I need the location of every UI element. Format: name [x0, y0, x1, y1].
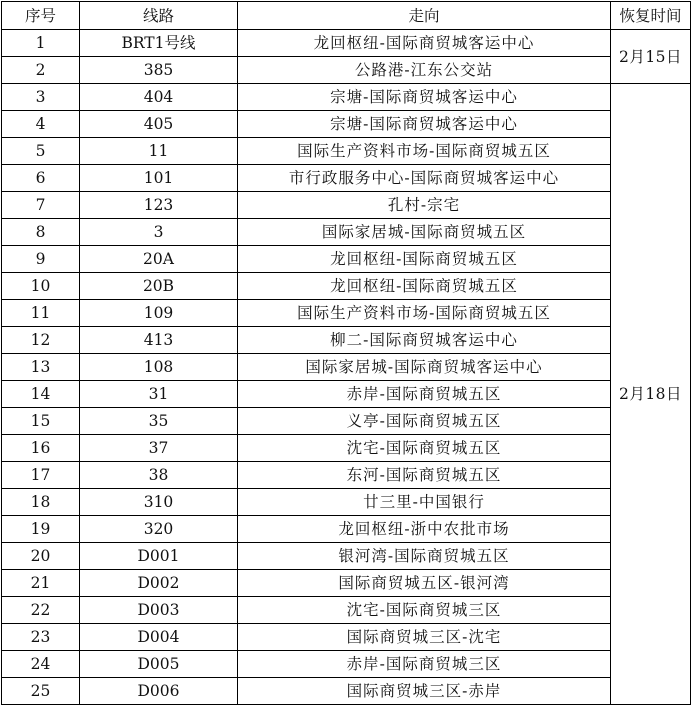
row-direction: 宗塘-国际商贸城客运中心: [238, 111, 611, 138]
table-row: [2, 462, 691, 489]
row-direction: 孔村-宗宅: [238, 192, 611, 219]
row-direction: 国际商贸城三区-赤岸: [238, 678, 611, 705]
route-resume-table: [1, 1, 691, 705]
table-row: [2, 354, 691, 381]
row-direction: 龙回枢纽-浙中农批市场: [238, 516, 611, 543]
table-body: [2, 30, 691, 705]
row-no: 6: [2, 165, 80, 192]
table-row: [2, 84, 691, 111]
header-row: [2, 2, 691, 30]
row-line: 385: [80, 57, 238, 84]
row-direction: 市行政服务中心-国际商贸城客运中心: [238, 165, 611, 192]
row-direction: 廿三里-中国银行: [238, 489, 611, 516]
row-line: 123: [80, 192, 238, 219]
row-direction: 柳二-国际商贸城客运中心: [238, 327, 611, 354]
row-direction: 沈宅-国际商贸城三区: [238, 597, 611, 624]
row-line: D006: [80, 678, 238, 705]
row-no: 10: [2, 273, 80, 300]
row-direction: 龙回枢纽-国际商贸城客运中心: [238, 30, 611, 57]
table-row: [2, 543, 691, 570]
table-row: [2, 516, 691, 543]
row-direction: 国际商贸城五区-银河湾: [238, 570, 611, 597]
row-direction: 宗塘-国际商贸城客运中心: [238, 84, 611, 111]
row-no: 13: [2, 354, 80, 381]
row-no: 11: [2, 300, 80, 327]
row-direction: 公路港-江东公交站: [238, 57, 611, 84]
row-no: 12: [2, 327, 80, 354]
row-no: 1: [2, 30, 80, 57]
resume-date: 2月18日: [611, 84, 691, 705]
row-no: 22: [2, 597, 80, 624]
table-row: [2, 327, 691, 354]
row-direction: 国际商贸城三区-沈宅: [238, 624, 611, 651]
row-no: 18: [2, 489, 80, 516]
row-no: 5: [2, 138, 80, 165]
row-no: 3: [2, 84, 80, 111]
header-resume-time: 恢复时间: [611, 2, 691, 30]
row-direction: 国际生产资料市场-国际商贸城五区: [238, 138, 611, 165]
route-resume-table-page: [0, 1, 691, 706]
row-line: 413: [80, 327, 238, 354]
table-row: [2, 408, 691, 435]
row-line: D004: [80, 624, 238, 651]
table-row: [2, 381, 691, 408]
row-line: D001: [80, 543, 238, 570]
table-row: [2, 624, 691, 651]
row-line: 20B: [80, 273, 238, 300]
table-row: [2, 30, 691, 57]
row-no: 17: [2, 462, 80, 489]
row-direction: 义亭-国际商贸城五区: [238, 408, 611, 435]
table-row: [2, 219, 691, 246]
table-row: [2, 165, 691, 192]
row-line: 37: [80, 435, 238, 462]
row-line: 11: [80, 138, 238, 165]
table-row: [2, 435, 691, 462]
row-direction: 龙回枢纽-国际商贸城五区: [238, 273, 611, 300]
row-no: 4: [2, 111, 80, 138]
row-line: 109: [80, 300, 238, 327]
row-line: 310: [80, 489, 238, 516]
row-no: 19: [2, 516, 80, 543]
row-line: D003: [80, 597, 238, 624]
row-line: 101: [80, 165, 238, 192]
table-row: [2, 651, 691, 678]
row-no: 7: [2, 192, 80, 219]
row-no: 15: [2, 408, 80, 435]
row-no: 16: [2, 435, 80, 462]
row-direction: 龙回枢纽-国际商贸城五区: [238, 246, 611, 273]
row-line: 31: [80, 381, 238, 408]
table-row: [2, 273, 691, 300]
table-row: [2, 57, 691, 84]
table-row: [2, 489, 691, 516]
row-direction: 沈宅-国际商贸城五区: [238, 435, 611, 462]
row-no: 21: [2, 570, 80, 597]
row-direction: 国际生产资料市场-国际商贸城五区: [238, 300, 611, 327]
row-no: 14: [2, 381, 80, 408]
row-line: 108: [80, 354, 238, 381]
header-line: 线路: [80, 2, 238, 30]
table-row: [2, 111, 691, 138]
row-direction: 国际家居城-国际商贸城五区: [238, 219, 611, 246]
row-line: D002: [80, 570, 238, 597]
table-row: [2, 678, 691, 705]
row-direction: 银河湾-国际商贸城五区: [238, 543, 611, 570]
row-line: 320: [80, 516, 238, 543]
row-line: 35: [80, 408, 238, 435]
row-direction: 赤岸-国际商贸城三区: [238, 651, 611, 678]
row-line: 20A: [80, 246, 238, 273]
row-no: 23: [2, 624, 80, 651]
header-direction: 走向: [238, 2, 611, 30]
row-no: 9: [2, 246, 80, 273]
row-no: 8: [2, 219, 80, 246]
table-row: [2, 192, 691, 219]
row-line: BRT1号线: [80, 30, 238, 57]
row-line: 3: [80, 219, 238, 246]
row-line: D005: [80, 651, 238, 678]
row-direction: 赤岸-国际商贸城五区: [238, 381, 611, 408]
table-row: [2, 570, 691, 597]
row-line: 38: [80, 462, 238, 489]
row-line: 404: [80, 84, 238, 111]
row-no: 20: [2, 543, 80, 570]
table-row: [2, 597, 691, 624]
table-row: [2, 246, 691, 273]
row-no: 25: [2, 678, 80, 705]
row-line: 405: [80, 111, 238, 138]
resume-date: 2月15日: [611, 30, 691, 84]
table-row: [2, 138, 691, 165]
header-no: 序号: [2, 2, 80, 30]
row-no: 2: [2, 57, 80, 84]
row-direction: 东河-国际商贸城五区: [238, 462, 611, 489]
table-row: [2, 300, 691, 327]
row-direction: 国际家居城-国际商贸城客运中心: [238, 354, 611, 381]
row-no: 24: [2, 651, 80, 678]
